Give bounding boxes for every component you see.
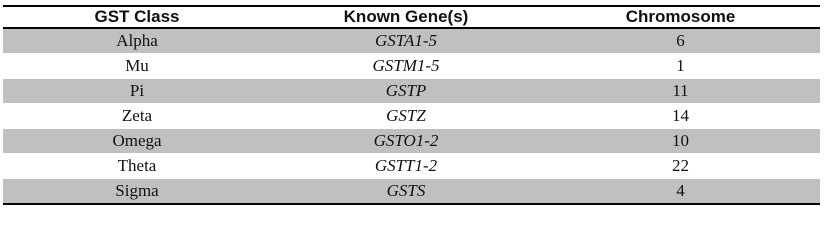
table-row — [3, 104, 820, 129]
cell-chromosome: 22 — [541, 154, 820, 179]
header-gst-class: GST Class — [3, 6, 271, 28]
cell-chromosome: 4 — [541, 179, 820, 205]
header-known-genes: Known Gene(s) — [271, 6, 541, 28]
cell-known-genes: GSTP — [271, 79, 541, 104]
cell-gst-class: Mu — [3, 54, 271, 79]
cell-gst-class: Theta — [3, 154, 271, 179]
table-row — [3, 179, 820, 205]
cell-gst-class: Pi — [3, 79, 271, 104]
cell-known-genes: GSTT1-2 — [271, 154, 541, 179]
gst-class-table — [3, 5, 820, 205]
cell-chromosome: 1 — [541, 54, 820, 79]
cell-gst-class: Omega — [3, 129, 271, 154]
cell-chromosome: 10 — [541, 129, 820, 154]
cell-known-genes: GSTZ — [271, 104, 541, 129]
cell-known-genes: GSTS — [271, 179, 541, 205]
cell-gst-class: Alpha — [3, 28, 271, 54]
cell-chromosome: 6 — [541, 28, 820, 54]
cell-chromosome: 14 — [541, 104, 820, 129]
table-row — [3, 79, 820, 104]
table-row — [3, 28, 820, 54]
table-row — [3, 154, 820, 179]
header-chromosome: Chromosome — [541, 6, 820, 28]
cell-known-genes: GSTM1-5 — [271, 54, 541, 79]
cell-gst-class: Zeta — [3, 104, 271, 129]
cell-gst-class: Sigma — [3, 179, 271, 205]
cell-known-genes: GSTA1-5 — [271, 28, 541, 54]
table-row — [3, 129, 820, 154]
table-header-row — [3, 6, 820, 28]
cell-known-genes: GSTO1-2 — [271, 129, 541, 154]
cell-chromosome: 11 — [541, 79, 820, 104]
table-row — [3, 54, 820, 79]
